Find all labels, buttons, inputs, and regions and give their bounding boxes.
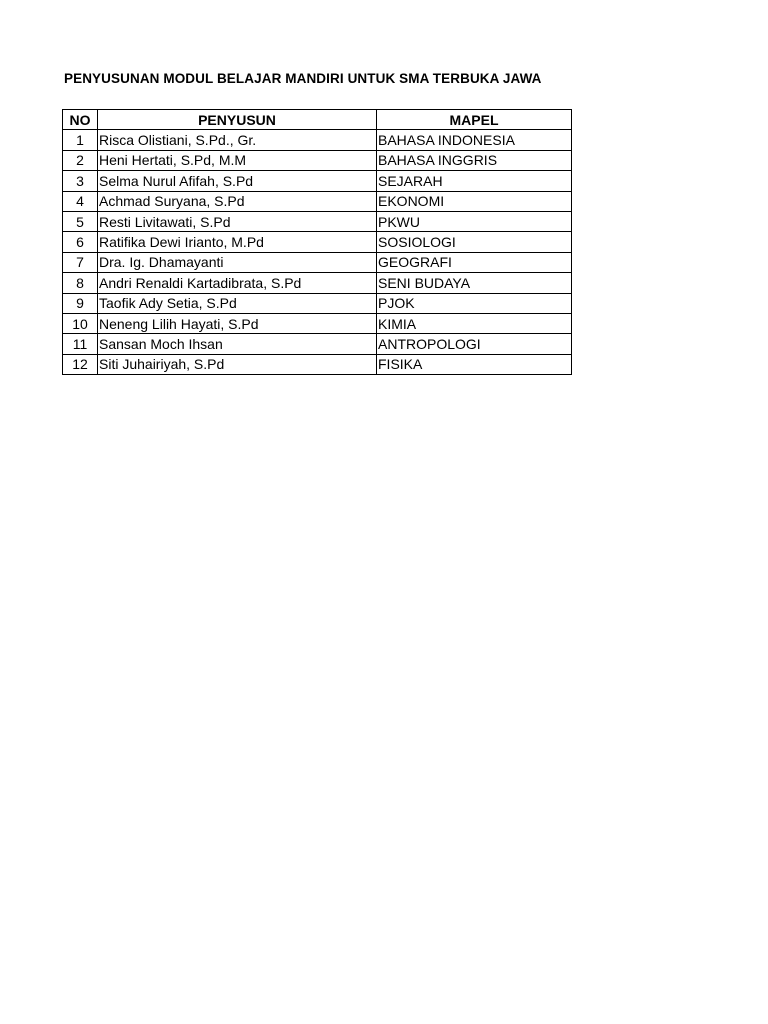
subject-name: EKONOMI bbox=[377, 191, 572, 211]
header-penyusun: PENYUSUN bbox=[98, 110, 377, 130]
table-row bbox=[63, 354, 572, 374]
row-number: 10 bbox=[63, 313, 98, 333]
row-number: 8 bbox=[63, 273, 98, 293]
author-name: Ratifika Dewi Irianto, M.Pd bbox=[98, 232, 377, 252]
subject-name: FISIKA bbox=[377, 354, 572, 374]
row-number: 11 bbox=[63, 334, 98, 354]
subject-name: BAHASA INDONESIA bbox=[377, 130, 572, 150]
row-number: 3 bbox=[63, 171, 98, 191]
author-table bbox=[62, 109, 572, 375]
subject-name: PJOK bbox=[377, 293, 572, 313]
author-name: Achmad Suryana, S.Pd bbox=[98, 191, 377, 211]
table-header-row bbox=[63, 110, 572, 130]
table-row bbox=[63, 211, 572, 231]
row-number: 4 bbox=[63, 191, 98, 211]
document-title: PENYUSUNAN MODUL BELAJAR MANDIRI UNTUK SMA TERBUKA JAWA bbox=[64, 71, 542, 86]
subject-name: SEJARAH bbox=[377, 171, 572, 191]
table-row bbox=[63, 273, 572, 293]
subject-name: SOSIOLOGI bbox=[377, 232, 572, 252]
table-row bbox=[63, 130, 572, 150]
table-row bbox=[63, 191, 572, 211]
subject-name: GEOGRAFI bbox=[377, 252, 572, 272]
author-name: Taofik Ady Setia, S.Pd bbox=[98, 293, 377, 313]
row-number: 2 bbox=[63, 150, 98, 170]
author-name: Selma Nurul Afifah, S.Pd bbox=[98, 171, 377, 191]
row-number: 1 bbox=[63, 130, 98, 150]
row-number: 5 bbox=[63, 211, 98, 231]
table-row bbox=[63, 334, 572, 354]
table-row bbox=[63, 293, 572, 313]
author-name: Risca Olistiani, S.Pd., Gr. bbox=[98, 130, 377, 150]
author-name: Heni Hertati, S.Pd, M.M bbox=[98, 150, 377, 170]
row-number: 9 bbox=[63, 293, 98, 313]
subject-name: ANTROPOLOGI bbox=[377, 334, 572, 354]
table-row bbox=[63, 252, 572, 272]
table-row bbox=[63, 232, 572, 252]
header-no: NO bbox=[63, 110, 98, 130]
subject-name: SENI BUDAYA bbox=[377, 273, 572, 293]
table-row bbox=[63, 313, 572, 333]
author-name: Siti Juhairiyah, S.Pd bbox=[98, 354, 377, 374]
author-name: Sansan Moch Ihsan bbox=[98, 334, 377, 354]
author-name: Andri Renaldi Kartadibrata, S.Pd bbox=[98, 273, 377, 293]
subject-name: BAHASA INGGRIS bbox=[377, 150, 572, 170]
table-row bbox=[63, 171, 572, 191]
header-mapel: MAPEL bbox=[377, 110, 572, 130]
row-number: 6 bbox=[63, 232, 98, 252]
subject-name: KIMIA bbox=[377, 313, 572, 333]
table-row bbox=[63, 150, 572, 170]
author-name: Neneng Lilih Hayati, S.Pd bbox=[98, 313, 377, 333]
row-number: 7 bbox=[63, 252, 98, 272]
author-name: Dra. Ig. Dhamayanti bbox=[98, 252, 377, 272]
author-name: Resti Livitawati, S.Pd bbox=[98, 211, 377, 231]
row-number: 12 bbox=[63, 354, 98, 374]
subject-name: PKWU bbox=[377, 211, 572, 231]
